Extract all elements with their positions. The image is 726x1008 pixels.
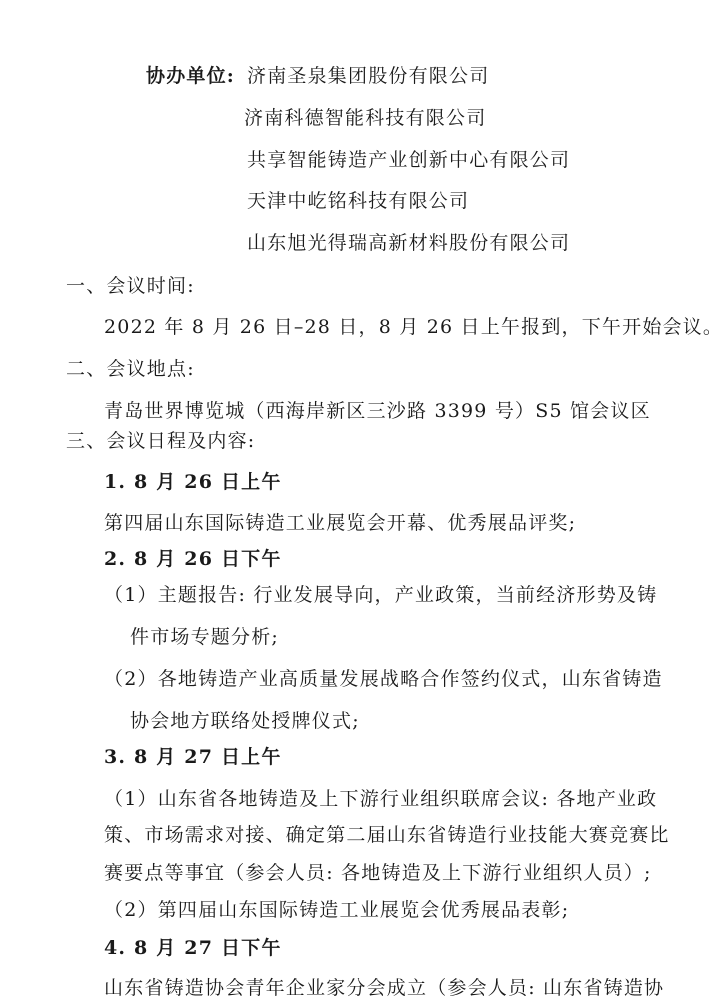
organizers-label: 协办单位:: [146, 65, 236, 87]
schedule-item-4-title: 4. 8 月 27 日下午: [104, 937, 282, 959]
organizer-item: 济南科德智能科技有限公司: [244, 107, 487, 129]
schedule-item-3-1-line-2: 策、市场需求对接、确定第二届山东省铸造行业技能大赛竞赛比: [104, 824, 670, 846]
schedule-item-1-title: 1. 8 月 26 日上午: [104, 471, 282, 493]
time-text: 2022 年 8 月 26 日–28 日，8 月 26 日上午报到，下午开始会议。: [104, 316, 724, 338]
schedule-item-4-text: 山东省铸造协会青年企业家分会成立（参会人员: 山东省铸造协: [104, 977, 665, 999]
organizer-item: 山东旭光得瑞高新材料股份有限公司: [247, 232, 571, 254]
location-text: 青岛世界博览城（西海岸新区三沙路 3399 号）S5 馆会议区: [104, 400, 651, 422]
schedule-item-3-1-line-1: （1）山东省各地铸造及上下游行业组织联席会议: 各地产业政: [104, 788, 658, 810]
schedule-heading: 三、会议日程及内容:: [66, 430, 256, 452]
schedule-item-2-2-line-2: 协会地方联络处授牌仪式;: [130, 710, 360, 732]
schedule-item-2-1-line-1: （1）主题报告: 行业发展导向，产业政策，当前经济形势及铸: [104, 584, 658, 606]
schedule-item-3-1-line-3: 赛要点等事宜（参会人员: 各地铸造及上下游行业组织人员）;: [104, 862, 652, 884]
location-heading: 二、会议地点:: [66, 358, 195, 380]
schedule-item-3-title: 3. 8 月 27 日上午: [104, 746, 282, 768]
organizer-item: 济南圣泉集团股份有限公司: [247, 65, 490, 87]
schedule-item-1-text: 第四届山东国际铸造工业展览会开幕、优秀展品评奖;: [104, 512, 577, 534]
schedule-item-2-2-line-1: （2）各地铸造产业高质量发展战略合作签约仪式，山东省铸造: [104, 668, 663, 690]
schedule-item-2-title: 2. 8 月 26 日下午: [104, 548, 282, 570]
time-heading: 一、会议时间:: [66, 275, 195, 297]
organizer-item: 天津中屹铭科技有限公司: [247, 190, 470, 212]
organizer-item: 共享智能铸造产业创新中心有限公司: [247, 149, 571, 171]
schedule-item-2-1-line-2: 件市场专题分析;: [130, 626, 280, 648]
schedule-item-3-2-line-1: （2）第四届山东国际铸造工业展览会优秀展品表彰;: [104, 899, 570, 921]
